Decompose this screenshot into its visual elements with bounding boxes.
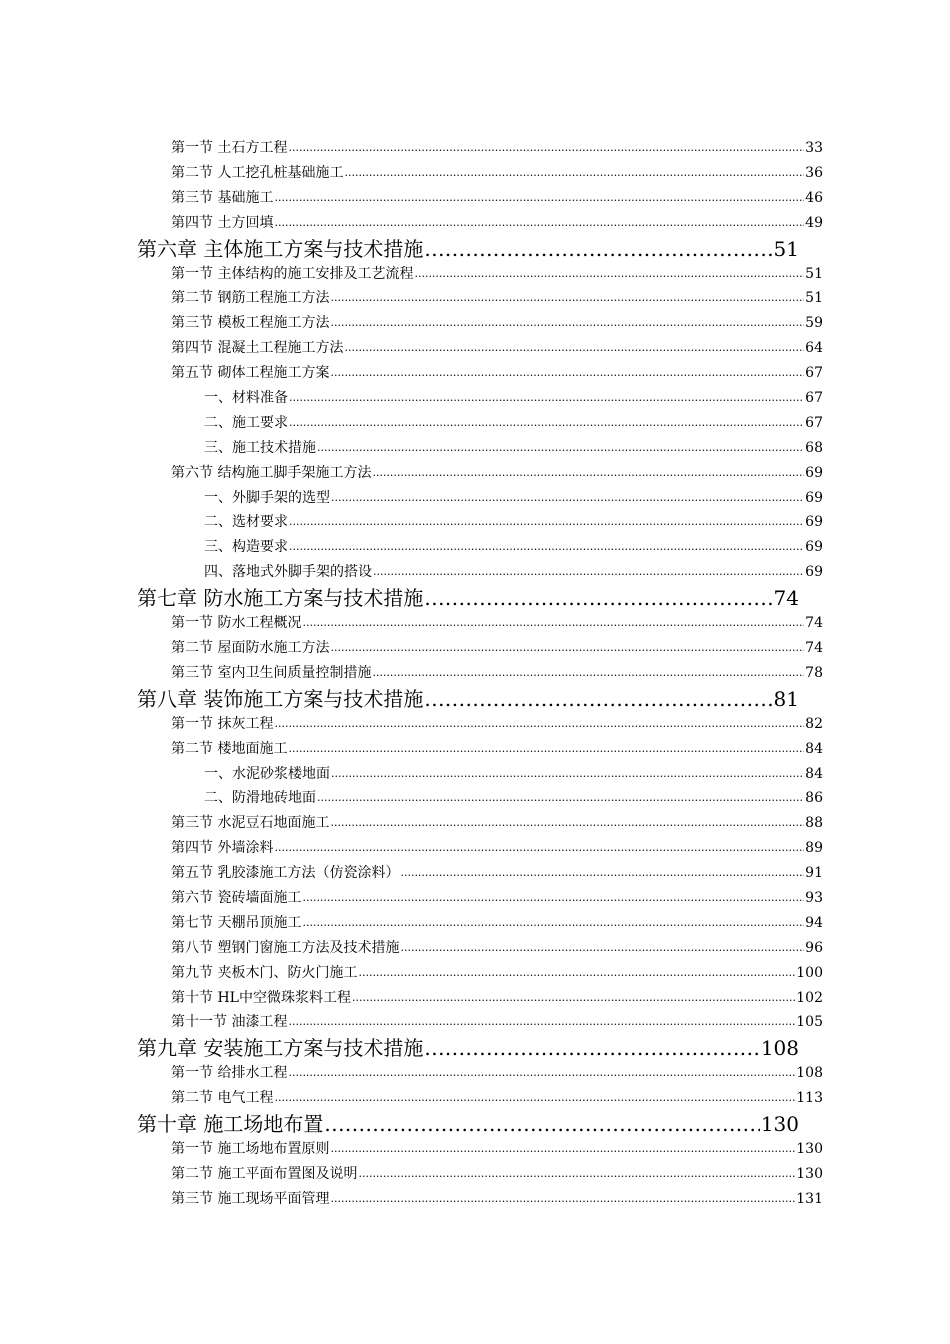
toc-entry-section[interactable] <box>0 661 823 686</box>
toc-entry-page: 69 <box>805 514 823 531</box>
toc-entry-section[interactable] <box>0 636 823 661</box>
toc-entry-title: 第九节 夹板木门、防火门施工 <box>171 964 358 981</box>
toc-entry-page: 84 <box>805 765 823 782</box>
toc-entry-section[interactable] <box>0 336 823 361</box>
dot-leader <box>302 911 804 936</box>
dot-leader <box>274 1086 795 1111</box>
toc-entry-title: 第五节 砌体工程施工方案 <box>171 365 330 382</box>
dot-leader <box>372 661 804 686</box>
toc-entry-title: 第三节 模板工程施工方法 <box>171 315 330 332</box>
toc-entry-title: 第二节 人工挖孔桩基础施工 <box>171 164 344 181</box>
dot-leader <box>400 936 804 961</box>
toc-entry-page: 89 <box>805 840 823 857</box>
toc-entry-title: 三、构造要求 <box>204 539 288 556</box>
toc-entry-section[interactable] <box>0 1011 823 1036</box>
dot-leader <box>414 262 804 287</box>
toc-entry-page: 67 <box>805 365 823 382</box>
toc-entry-page: 78 <box>805 664 823 681</box>
toc-entry-page: 51 <box>805 290 823 307</box>
dot-leader <box>274 836 804 861</box>
dot-leader <box>330 311 804 336</box>
toc-entry-section[interactable] <box>0 861 823 886</box>
toc-entry-title: 第八节 塑钢门窗施工方法及技术措施 <box>171 939 400 956</box>
toc-entry-page: 46 <box>805 189 823 206</box>
dot-leader <box>289 510 804 535</box>
toc-entry-page: 130 <box>796 1166 823 1183</box>
dot-leader <box>317 786 804 811</box>
toc-entry-section[interactable] <box>0 737 823 762</box>
toc-entry-section[interactable] <box>0 186 823 211</box>
toc-entry-page: 69 <box>805 489 823 506</box>
toc-entry-subsection[interactable] <box>0 786 823 811</box>
toc-entry-page: 105 <box>796 1014 823 1031</box>
toc-entry-page: 67 <box>805 390 823 406</box>
toc-entry-page: 113 <box>796 1090 823 1107</box>
dot-leader <box>288 136 804 161</box>
dot-leader <box>330 286 804 311</box>
dot-leader <box>344 161 804 186</box>
toc-entry-section[interactable] <box>0 886 823 911</box>
toc-entry-subsection[interactable] <box>0 535 823 560</box>
toc-entry-page: 131 <box>796 1190 823 1207</box>
toc-entry-page: 93 <box>805 890 823 907</box>
toc-entry-title: 第二节 钢筋工程施工方法 <box>171 290 330 307</box>
toc-entry-page: 67 <box>805 414 823 431</box>
toc-entry-title: 第九章 安装施工方案与技术措施 <box>137 1036 424 1061</box>
toc-entry-section[interactable] <box>0 311 823 336</box>
toc-entry-title: 第十节 HL中空微珠浆料工程 <box>171 989 351 1006</box>
toc-entry-title: 第一节 土石方工程 <box>171 139 288 156</box>
toc-entry-chapter[interactable] <box>0 1111 799 1137</box>
dot-leader <box>352 986 795 1011</box>
dot-leader <box>274 211 804 236</box>
toc-entry-title: 二、选材要求 <box>204 514 288 531</box>
toc-entry-page: 86 <box>805 790 823 807</box>
toc-entry-page: 102 <box>796 989 823 1006</box>
toc-entry-page: 84 <box>805 740 823 757</box>
toc-entry-page: 51 <box>805 265 823 282</box>
dot-leader <box>288 1010 795 1035</box>
dot-leader <box>424 1035 759 1061</box>
toc-entry-page: 130 <box>796 1141 823 1158</box>
toc-entry-title: 一、材料准备 <box>204 390 288 406</box>
toc-entry-section[interactable] <box>0 136 823 161</box>
toc-entry-title: 第三节 基础施工 <box>171 189 274 206</box>
dot-leader <box>331 486 804 511</box>
toc-entry-section[interactable] <box>0 986 823 1011</box>
toc-entry-title: 第一节 抹灰工程 <box>171 715 274 732</box>
dot-leader <box>289 535 804 560</box>
toc-entry-title: 第三节 水泥豆石地面施工 <box>171 815 330 832</box>
toc-entry-title: 第十章 施工场地布置 <box>137 1112 324 1137</box>
toc-entry-section[interactable] <box>0 1137 823 1162</box>
toc-entry-title: 第四节 混凝土工程施工方法 <box>171 340 344 357</box>
dot-leader <box>330 1137 795 1162</box>
toc-entry-chapter[interactable] <box>0 1035 799 1061</box>
toc-entry-title: 一、外脚手架的选型 <box>204 489 330 506</box>
toc-entry-subsection[interactable] <box>0 486 823 511</box>
dot-leader <box>331 762 804 787</box>
toc-entry-chapter[interactable] <box>0 585 799 611</box>
toc-entry-title: 第六节 瓷砖墙面施工 <box>171 890 302 907</box>
dot-leader <box>330 636 804 661</box>
toc-entry-page: 36 <box>805 164 823 181</box>
toc-entry-title: 第七节 天棚吊顶施工 <box>171 914 302 931</box>
dot-leader <box>288 1061 795 1086</box>
toc-entry-page: 69 <box>805 539 823 556</box>
toc-entry-section[interactable] <box>0 361 823 386</box>
toc-entry-page: 74 <box>773 586 799 611</box>
toc-entry-section[interactable] <box>0 1086 823 1111</box>
toc-entry-section[interactable] <box>0 262 823 287</box>
dot-leader <box>317 436 804 461</box>
toc-entry-section[interactable] <box>0 1162 823 1187</box>
toc-entry-section[interactable] <box>0 911 823 936</box>
toc-entry-page: 108 <box>796 1065 823 1082</box>
dot-leader <box>302 611 804 636</box>
toc-entry-title: 第二节 电气工程 <box>171 1090 274 1107</box>
toc-entry-page: 49 <box>805 214 823 231</box>
toc-entry-page: 74 <box>805 640 823 657</box>
toc-entry-title: 第四节 土方回填 <box>171 214 274 231</box>
toc-entry-page: 74 <box>805 615 823 632</box>
toc-entry-title: 第一节 主体结构的施工安排及工艺流程 <box>171 265 414 282</box>
toc-entry-title: 二、施工要求 <box>204 414 288 431</box>
toc-entry-title: 第四节 外墙涂料 <box>171 840 274 857</box>
toc-entry-title: 第二节 屋面防水施工方法 <box>171 640 330 657</box>
toc-entry-page: 33 <box>805 139 823 156</box>
toc-entry-subsection[interactable] <box>0 762 823 787</box>
toc-entry-title: 第二节 楼地面施工 <box>171 740 288 757</box>
dot-leader <box>372 461 804 486</box>
toc-entry-section[interactable] <box>0 211 823 236</box>
dot-leader <box>330 1187 795 1212</box>
dot-leader <box>424 236 772 262</box>
toc-entry-page: 69 <box>805 464 823 481</box>
toc-entry-title: 第一节 施工场地布置原则 <box>171 1141 330 1158</box>
toc-entry-title: 第七章 防水施工方案与技术措施 <box>137 586 424 611</box>
toc-entry-section[interactable] <box>0 811 823 836</box>
toc-entry-title: 三、施工技术措施 <box>204 439 316 456</box>
toc-entry-section[interactable] <box>0 461 823 486</box>
toc-entry-chapter[interactable] <box>0 236 799 262</box>
dot-leader <box>358 961 795 986</box>
dot-leader <box>400 861 804 886</box>
toc-entry-page: 51 <box>773 236 799 261</box>
toc-entry-section[interactable] <box>0 1187 823 1212</box>
toc-entry-title: 四、落地式外脚手架的搭设 <box>204 564 372 581</box>
toc-entry-subsection[interactable] <box>0 436 823 461</box>
toc-entry-page: 108 <box>760 1036 799 1061</box>
toc-entry-page: 88 <box>805 815 823 832</box>
toc-entry-section[interactable] <box>0 161 823 186</box>
dot-leader <box>330 811 804 836</box>
dot-leader <box>424 686 772 712</box>
dot-leader <box>344 336 804 361</box>
toc-entry-title: 第六章 主体施工方案与技术措施 <box>137 236 424 261</box>
toc-entry-title: 第八章 装饰施工方案与技术措施 <box>137 686 424 711</box>
dot-leader <box>289 386 804 411</box>
table-of-contents <box>0 136 950 1212</box>
toc-entry-page: 81 <box>773 686 799 711</box>
toc-entry-page: 59 <box>805 315 823 332</box>
toc-entry-page: 130 <box>760 1112 799 1137</box>
dot-leader <box>302 886 804 911</box>
toc-entry-title: 第三节 室内卫生间质量控制措施 <box>171 664 372 681</box>
dot-leader <box>274 712 804 737</box>
toc-entry-subsection[interactable] <box>0 411 823 436</box>
toc-entry-title: 第三节 施工现场平面管理 <box>171 1190 330 1207</box>
dot-leader <box>288 737 804 762</box>
toc-entry-page: 96 <box>805 939 823 956</box>
toc-entry-page: 64 <box>805 340 823 357</box>
toc-entry-section[interactable] <box>0 1061 823 1086</box>
dot-leader <box>373 560 804 585</box>
dot-leader <box>330 361 804 386</box>
dot-leader <box>324 1111 759 1137</box>
toc-entry-page: 91 <box>805 865 823 882</box>
toc-entry-title: 一、水泥砂浆楼地面 <box>204 765 330 782</box>
toc-entry-section[interactable] <box>0 712 823 737</box>
toc-entry-title: 二、防滑地砖地面 <box>204 790 316 807</box>
toc-entry-page: 100 <box>796 964 823 981</box>
toc-entry-section[interactable] <box>0 611 823 636</box>
toc-entry-title: 第六节 结构施工脚手架施工方法 <box>171 464 372 481</box>
toc-entry-subsection[interactable] <box>0 386 823 411</box>
toc-entry-title: 第五节 乳胶漆施工方法（仿瓷涂料） <box>171 865 400 882</box>
dot-leader <box>358 1162 795 1187</box>
toc-entry-page: 82 <box>805 715 823 732</box>
toc-entry-title: 第二节 施工平面布置图及说明 <box>171 1166 358 1183</box>
toc-entry-section[interactable] <box>0 836 823 861</box>
toc-entry-subsection[interactable] <box>0 510 823 535</box>
toc-entry-title: 第一节 给排水工程 <box>171 1065 288 1082</box>
dot-leader <box>289 411 804 436</box>
toc-entry-title: 第十一节 油漆工程 <box>171 1014 288 1031</box>
toc-entry-title: 第一节 防水工程概况 <box>171 615 302 632</box>
toc-entry-page: 69 <box>805 564 823 581</box>
dot-leader <box>424 585 772 611</box>
toc-entry-subsection[interactable] <box>0 560 823 585</box>
toc-entry-page: 94 <box>805 914 823 931</box>
toc-entry-section[interactable] <box>0 961 823 986</box>
dot-leader <box>274 186 804 211</box>
toc-entry-page: 68 <box>805 439 823 456</box>
toc-entry-section[interactable] <box>0 286 823 311</box>
toc-entry-chapter[interactable] <box>0 686 799 712</box>
toc-entry-section[interactable] <box>0 936 823 961</box>
